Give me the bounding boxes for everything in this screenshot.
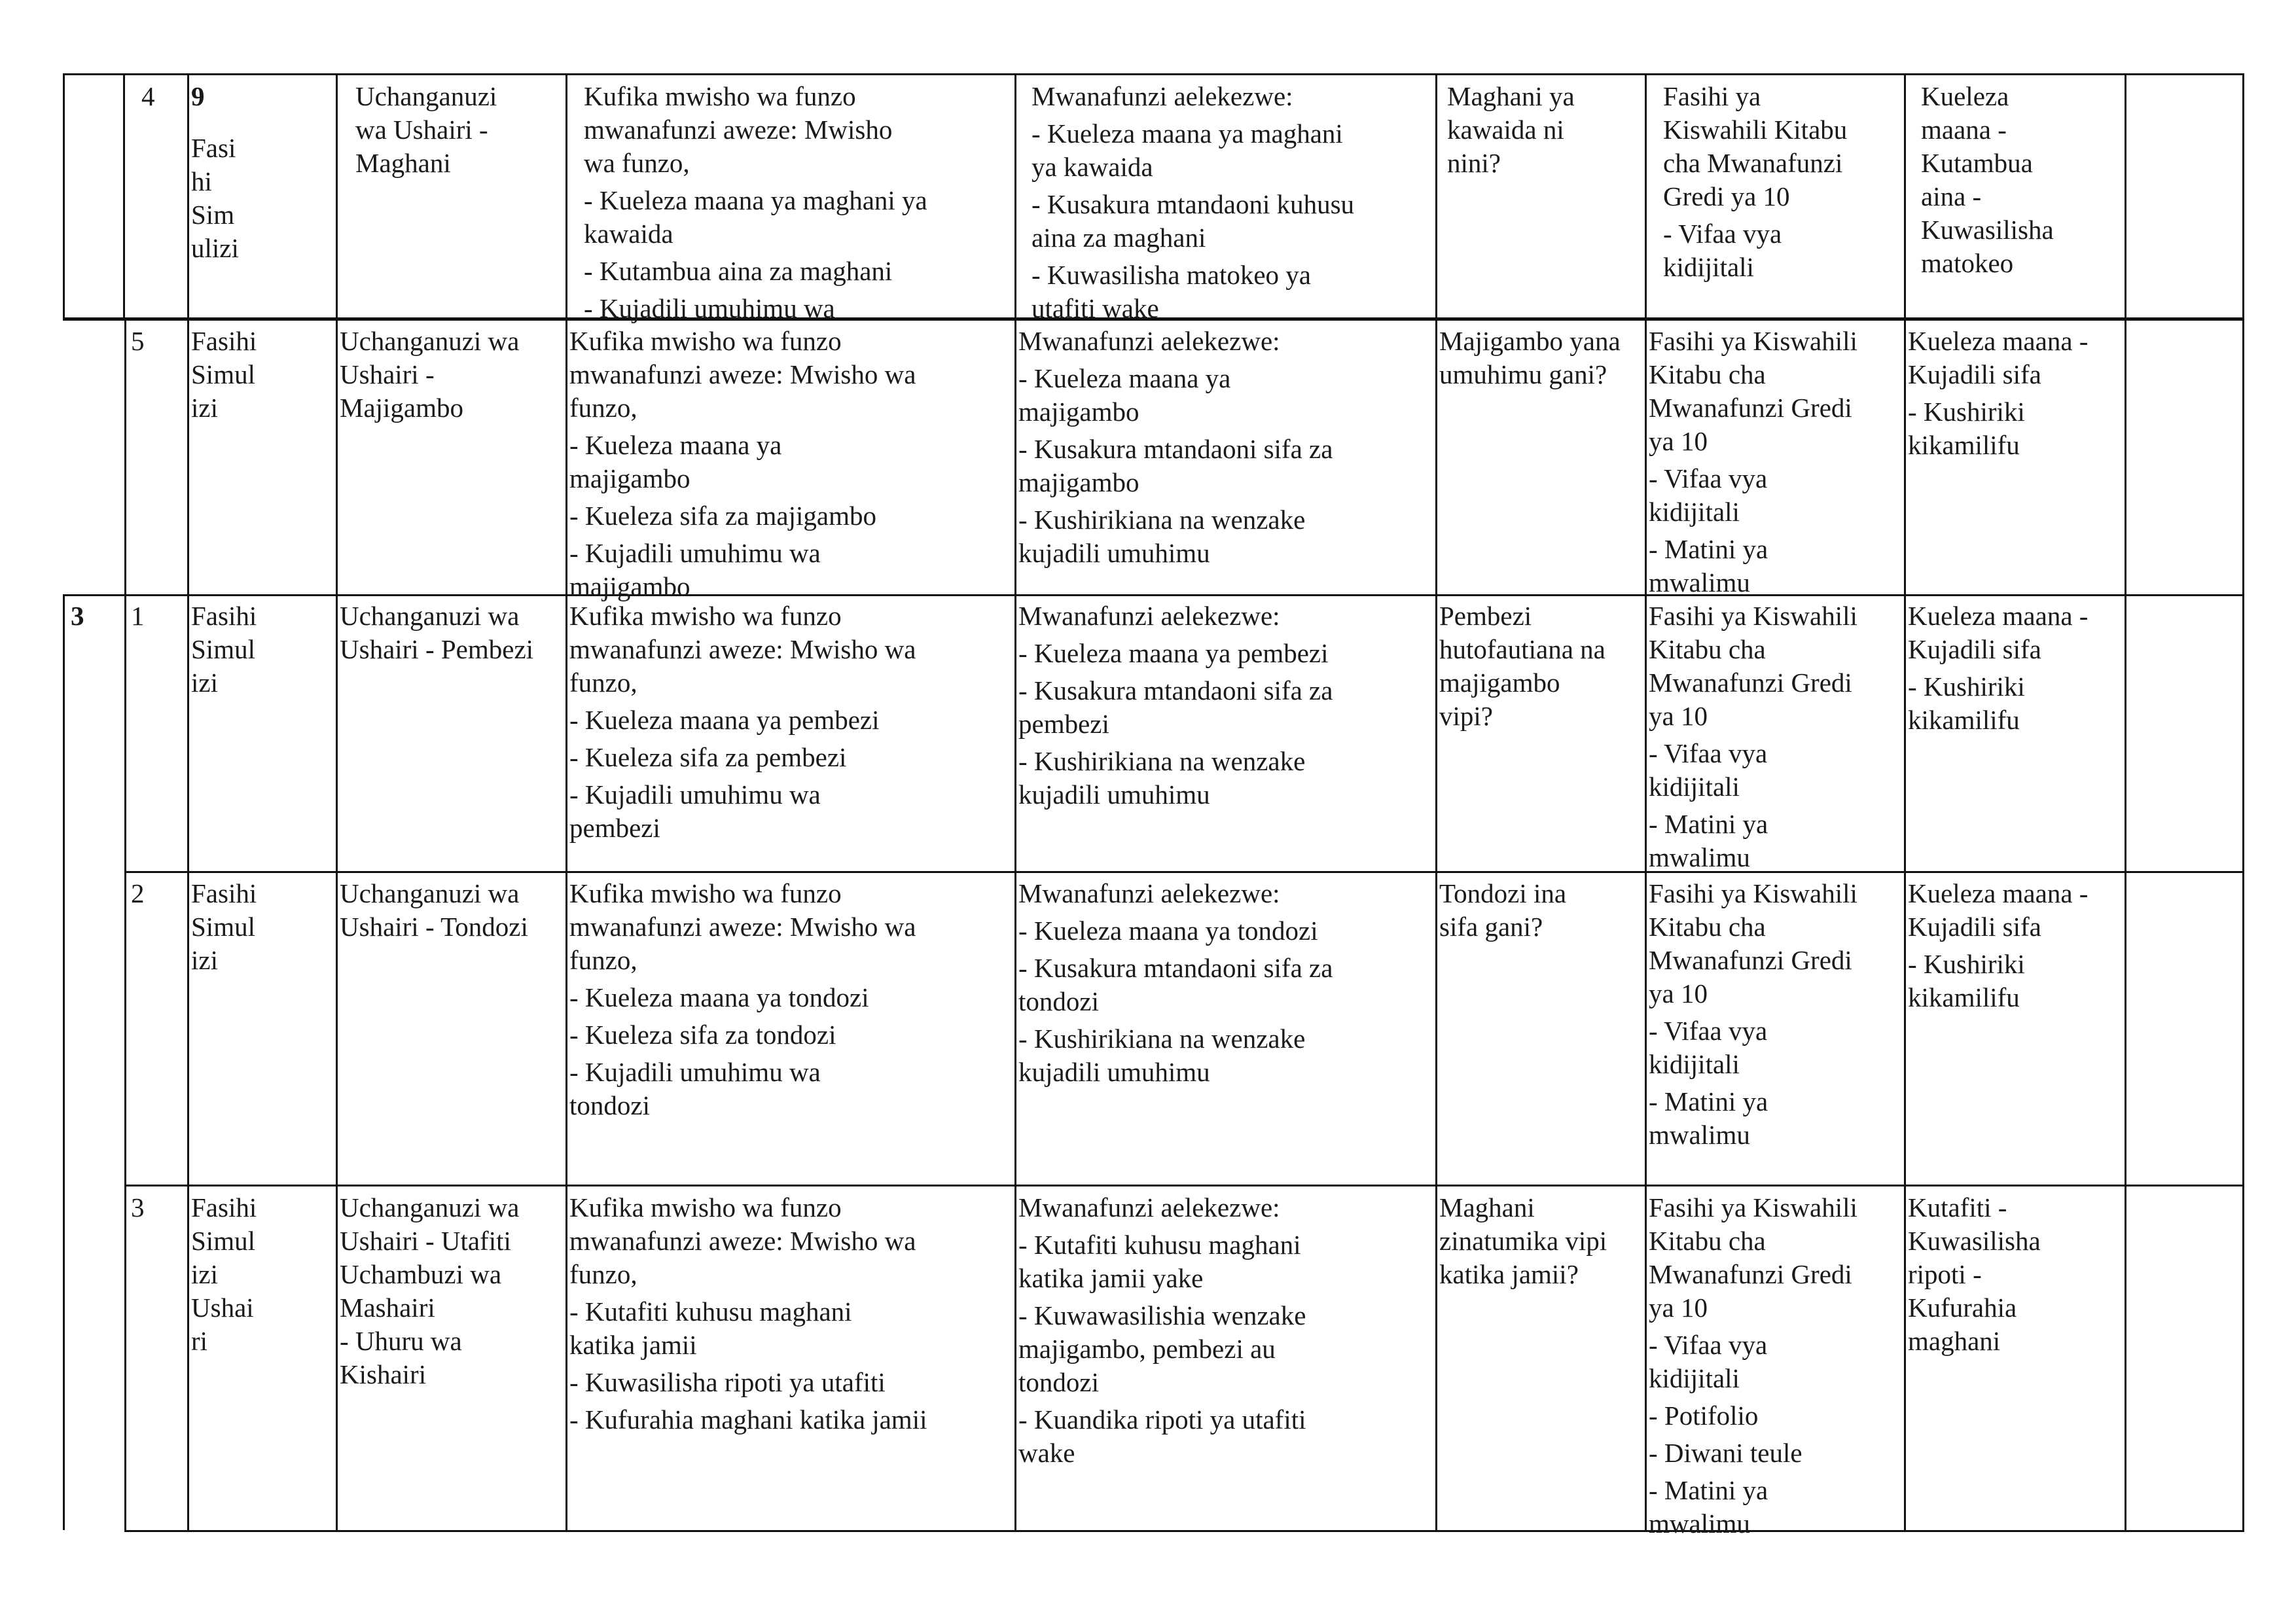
experiences-cell — [1018, 599, 1333, 812]
outcomes-cell — [569, 1191, 927, 1436]
experiences-cell — [1018, 877, 1333, 1089]
resources-line: Fasihi ya Kiswahili — [1649, 601, 1857, 631]
strand-cell — [191, 1191, 257, 1358]
experiences-line: - Kusakura mtandaoni sifa za — [1018, 434, 1333, 464]
col-rule — [123, 73, 125, 319]
substrand-line: Ushairi - — [340, 359, 435, 389]
substrand-cell — [355, 80, 497, 180]
experiences-line: - Kueleza maana ya — [1018, 363, 1231, 393]
resources-line: Kiswahili Kitabu — [1663, 115, 1848, 145]
assessment-line: - Kushiriki — [1908, 671, 2025, 702]
substrand-line: Uchanganuzi wa — [340, 1192, 520, 1222]
table-top-rule — [63, 73, 2244, 75]
lesson-value: 1 — [131, 601, 145, 631]
resources-line: kidijitali — [1649, 1363, 1740, 1393]
strand-line: Simul — [191, 912, 255, 942]
question-cell — [1439, 877, 1566, 944]
substrand-line: Ushairi - Tondozi — [340, 912, 528, 942]
outcomes-line: mwanafunzi aweze: Mwisho — [584, 115, 893, 145]
resources-line: ya 10 — [1649, 1293, 1708, 1323]
resources-cell — [1663, 80, 1847, 284]
experiences-line: Mwanafunzi aelekezwe: — [1018, 326, 1280, 356]
substrand-line: Ushairi - Pembezi — [340, 634, 534, 664]
lesson-value: 5 — [131, 326, 145, 356]
question-line: zinatumika vipi — [1439, 1226, 1607, 1256]
strand-line: izi — [191, 1259, 218, 1289]
outcomes-line: - Kueleza sifa za tondozi — [569, 1020, 836, 1050]
experiences-line: - Kuwasilisha matokeo ya — [1031, 260, 1311, 290]
assessment-line: Kueleza maana - — [1908, 326, 2089, 356]
assessment-line: kikamilifu — [1908, 705, 2020, 735]
assessment-line: Kujadili sifa — [1908, 634, 2041, 664]
lesson-cell — [131, 877, 145, 910]
lesson-value: 2 — [131, 878, 145, 908]
substrand-line: Ushairi - Utafiti — [340, 1226, 511, 1256]
row-divider — [124, 871, 2244, 873]
outcomes-line: mwanafunzi aweze: Mwisho wa — [569, 359, 916, 389]
strand-line: izi — [191, 668, 218, 698]
strand-line: Simul — [191, 1226, 255, 1256]
substrand-line: Mashairi — [340, 1293, 435, 1323]
outcomes-line: - Kujadili umuhimu wa — [584, 293, 835, 323]
outcomes-line: - Kuwasilisha ripoti ya utafiti — [569, 1367, 886, 1397]
assessment-line: maana - — [1921, 115, 2007, 145]
resources-line: - Matini ya — [1649, 1086, 1768, 1116]
strand-line: Ushai — [191, 1293, 254, 1323]
assessment-line: Kutafiti - — [1908, 1192, 2007, 1222]
question-cell — [1447, 80, 1575, 180]
outcomes-line: tondozi — [569, 1090, 650, 1120]
outcomes-cell — [584, 80, 927, 325]
resources-line: - Vifaa vya — [1663, 219, 1782, 249]
strand-line: ulizi — [191, 233, 239, 263]
table-bottom-rule — [124, 1530, 2244, 1532]
strand-line: hi — [191, 166, 212, 196]
substrand-line: Maghani — [355, 148, 451, 178]
resources-line: Mwanafunzi Gredi — [1649, 668, 1852, 698]
question-line: nini? — [1447, 148, 1501, 178]
experiences-line: - Kusakura mtandaoni kuhusu — [1031, 189, 1355, 219]
lesson-cell — [141, 80, 155, 113]
strand-cell — [191, 877, 257, 977]
week-col-left-rule — [63, 73, 65, 319]
lesson-cell — [131, 1191, 145, 1224]
experiences-cell — [1018, 325, 1333, 570]
question-line: Tondozi ina — [1439, 878, 1567, 908]
outcomes-line: - Kutafiti kuhusu maghani — [569, 1296, 852, 1327]
resources-line: Gredi ya 10 — [1663, 181, 1790, 211]
outcomes-line: - Kueleza maana ya pembezi — [569, 705, 880, 735]
strand-cell — [191, 599, 257, 700]
outcomes-line: - Kueleza maana ya — [569, 430, 782, 460]
resources-line: kidijitali — [1649, 772, 1740, 802]
resources-line: Kitabu cha — [1649, 1226, 1766, 1256]
table-right-rule — [2242, 73, 2244, 1532]
experiences-cell — [1018, 1191, 1306, 1470]
substrand-cell — [340, 877, 528, 944]
substrand-line: Uchanganuzi wa — [340, 601, 520, 631]
question-line: Majigambo yana — [1439, 326, 1621, 356]
experiences-line: utafiti wake — [1031, 293, 1159, 323]
assessment-line: kikamilifu — [1908, 982, 2020, 1012]
outcomes-line: Kufika mwisho wa funzo — [569, 1192, 842, 1222]
col-rule — [1904, 73, 1906, 1532]
outcomes-line: majigambo — [569, 571, 691, 601]
assessment-line: maghani — [1908, 1326, 2001, 1356]
col-rule — [565, 73, 567, 1532]
substrand-line: Uchanganuzi wa — [340, 326, 520, 356]
outcomes-line: Kufika mwisho wa funzo — [569, 326, 842, 356]
outcomes-line: - Kujadili umuhimu wa — [569, 538, 821, 568]
outcomes-line: mwanafunzi aweze: Mwisho wa — [569, 912, 916, 942]
experiences-line: - Kuandika ripoti ya utafiti — [1018, 1404, 1306, 1435]
resources-cell — [1649, 599, 1857, 874]
assessment-line: aina - — [1921, 181, 1982, 211]
question-line: hutofautiana na — [1439, 634, 1605, 664]
substrand-line: Majigambo — [340, 393, 464, 423]
resources-line: Mwanafunzi Gredi — [1649, 393, 1852, 423]
col-rule — [187, 73, 189, 1532]
resources-line: - Matini ya — [1649, 809, 1768, 839]
assessment-cell — [1921, 80, 2054, 280]
outcomes-line: - Kueleza sifa za majigambo — [569, 501, 876, 531]
resources-line: ya 10 — [1649, 426, 1708, 456]
strand-line: Fasihi — [191, 601, 257, 631]
resources-line: Fasihi ya Kiswahili — [1649, 326, 1857, 356]
question-line: vipi? — [1439, 701, 1493, 731]
substrand-cell — [340, 325, 519, 425]
assessment-cell — [1908, 599, 2088, 737]
outcomes-line: - Kujadili umuhimu wa — [569, 1057, 821, 1087]
experiences-line: kujadili umuhimu — [1018, 779, 1210, 810]
outcomes-line: - Kujadili umuhimu wa — [569, 779, 821, 810]
assessment-line: Kuwasilisha — [1921, 215, 2054, 245]
experiences-line: kujadili umuhimu — [1018, 538, 1210, 568]
substrand-line: Kishairi — [340, 1359, 427, 1389]
assessment-line: Kujadili sifa — [1908, 912, 2041, 942]
strand-line: izi — [191, 393, 218, 423]
strand-line: Sim — [191, 200, 235, 230]
experiences-line: pembezi — [1018, 709, 1109, 739]
col-rule — [124, 319, 126, 1532]
assessment-line: Kuwasilisha — [1908, 1226, 2041, 1256]
row-divider — [124, 1185, 2244, 1186]
resources-line: Mwanafunzi Gredi — [1649, 945, 1852, 975]
week-cell — [71, 599, 84, 633]
row-divider — [63, 594, 2244, 596]
strand-number: 9 — [191, 81, 205, 111]
resources-line: - Vifaa vya — [1649, 463, 1768, 493]
assessment-line: Kueleza maana - — [1908, 878, 2089, 908]
assessment-line: Kueleza maana - — [1908, 601, 2089, 631]
resources-line: - Diwani teule — [1649, 1438, 1803, 1468]
experiences-line: - Kuwawasilishia wenzake — [1018, 1300, 1306, 1330]
outcomes-line: funzo, — [569, 668, 637, 698]
resources-line: Kitabu cha — [1649, 359, 1766, 389]
experiences-line: majigambo — [1018, 397, 1139, 427]
outcomes-line: funzo, — [569, 1259, 637, 1289]
resources-line: Kitabu cha — [1649, 634, 1766, 664]
outcomes-line: wa funzo, — [584, 148, 690, 178]
strand-line: Fasihi — [191, 878, 257, 908]
outcomes-line: majigambo — [569, 463, 691, 493]
resources-line: ya 10 — [1649, 978, 1708, 1008]
experiences-line: tondozi — [1018, 986, 1099, 1016]
question-cell — [1439, 599, 1605, 733]
experiences-line: - Kushirikiana na wenzake — [1018, 505, 1306, 535]
experiences-line: wake — [1018, 1438, 1075, 1468]
resources-cell — [1649, 1191, 1857, 1541]
lesson-value: 3 — [131, 1192, 145, 1222]
experiences-line: majigambo, pembezi au — [1018, 1334, 1276, 1364]
strand-line: Fasihi — [191, 326, 257, 356]
outcomes-line: Kufika mwisho wa funzo — [584, 81, 856, 111]
question-line: umuhimu gani? — [1439, 359, 1607, 389]
substrand-line: Uchanganuzi — [355, 81, 497, 111]
col-rule — [1645, 73, 1647, 1532]
resources-line: - Vifaa vya — [1649, 738, 1768, 768]
col-rule — [1435, 73, 1437, 1532]
resources-line: - Potifolio — [1649, 1400, 1759, 1431]
question-line: katika jamii? — [1439, 1259, 1579, 1289]
resources-line: - Vifaa vya — [1649, 1016, 1768, 1046]
strand-line: Fasihi — [191, 1192, 257, 1222]
experiences-line: kujadili umuhimu — [1018, 1057, 1210, 1087]
week-col-left-rule — [63, 594, 65, 1530]
assessment-cell — [1908, 325, 2088, 462]
col-rule — [336, 73, 338, 1532]
outcomes-line: - Kueleza sifa za pembezi — [569, 742, 847, 772]
outcomes-line: funzo, — [569, 393, 637, 423]
experiences-line: Mwanafunzi aelekezwe: — [1018, 1192, 1280, 1222]
outcomes-line: kawaida — [584, 219, 673, 249]
resources-line: Fasihi ya — [1663, 81, 1761, 111]
assessment-cell — [1908, 1191, 2041, 1358]
assessment-line: Kueleza — [1921, 81, 2009, 111]
substrand-line: - Uhuru wa — [340, 1326, 462, 1356]
outcomes-line: - Kutambua aina za maghani — [584, 256, 893, 286]
lesson-cell — [131, 325, 145, 358]
experiences-line: tondozi — [1018, 1367, 1099, 1397]
resources-line: - Vifaa vya — [1649, 1330, 1768, 1360]
outcomes-line: funzo, — [569, 945, 637, 975]
outcomes-cell — [569, 325, 916, 603]
question-line: Pembezi — [1439, 601, 1532, 631]
strand-line: ri — [191, 1326, 208, 1356]
outcomes-line: Kufika mwisho wa funzo — [569, 601, 842, 631]
question-line: Maghani — [1439, 1192, 1535, 1222]
resources-line: Kitabu cha — [1649, 912, 1766, 942]
experiences-line: Mwanafunzi aelekezwe: — [1031, 81, 1293, 111]
substrand-cell — [340, 1191, 519, 1391]
assessment-line: Kutambua — [1921, 148, 2033, 178]
lesson-value: 4 — [141, 81, 155, 111]
resources-line: Mwanafunzi Gredi — [1649, 1259, 1852, 1289]
substrand-cell — [340, 599, 533, 666]
experiences-line: Mwanafunzi aelekezwe: — [1018, 601, 1280, 631]
outcomes-line: - Kufurahia maghani katika jamii — [569, 1404, 927, 1435]
assessment-line: - Kushiriki — [1908, 949, 2025, 979]
resources-line: - Matini ya — [1649, 534, 1768, 564]
outcomes-line: katika jamii — [569, 1330, 697, 1360]
resources-line: ya 10 — [1649, 701, 1708, 731]
question-line: sifa gani? — [1439, 912, 1543, 942]
experiences-line: - Kusakura mtandaoni sifa za — [1018, 675, 1333, 705]
substrand-line: Uchanganuzi wa — [340, 878, 520, 908]
resources-line: mwalimu — [1649, 842, 1750, 872]
assessment-line: Kujadili sifa — [1908, 359, 2041, 389]
strand-cell — [191, 325, 257, 425]
assessment-line: Kufurahia — [1908, 1293, 2017, 1323]
substrand-line: wa Ushairi - — [355, 115, 488, 145]
experiences-line: majigambo — [1018, 467, 1139, 497]
question-cell — [1439, 325, 1621, 391]
resources-line: Fasihi ya Kiswahili — [1649, 878, 1857, 908]
experiences-cell — [1031, 80, 1354, 325]
resources-line: mwalimu — [1649, 1508, 1750, 1539]
outcomes-line: mwanafunzi aweze: Mwisho wa — [569, 1226, 916, 1256]
question-line: majigambo — [1439, 668, 1560, 698]
experiences-line: ya kawaida — [1031, 152, 1153, 182]
outcomes-line: Kufika mwisho wa funzo — [569, 878, 842, 908]
col-rule — [1014, 73, 1016, 1532]
strand-cell — [191, 80, 239, 265]
experiences-line: - Kusakura mtandaoni sifa za — [1018, 953, 1333, 983]
assessment-line: matokeo — [1921, 248, 2014, 278]
assessment-line: ripoti - — [1908, 1259, 1982, 1289]
question-cell — [1439, 1191, 1607, 1291]
assessment-line: kikamilifu — [1908, 430, 2020, 460]
resources-line: kidijitali — [1649, 1049, 1740, 1079]
experiences-line: - Kueleza maana ya tondozi — [1018, 916, 1318, 946]
experiences-line: Mwanafunzi aelekezwe: — [1018, 878, 1280, 908]
resources-line: mwalimu — [1649, 1120, 1750, 1150]
week-value: 3 — [71, 601, 84, 631]
strand-line: Fasi — [191, 133, 236, 163]
question-line: kawaida ni — [1447, 115, 1564, 145]
assessment-line: - Kushiriki — [1908, 397, 2025, 427]
experiences-line: - Kueleza maana ya maghani — [1031, 118, 1343, 149]
experiences-line: aina za maghani — [1031, 223, 1206, 253]
experiences-line: katika jamii yake — [1018, 1263, 1204, 1293]
outcomes-cell — [569, 877, 916, 1122]
strand-line: izi — [191, 945, 218, 975]
resources-cell — [1649, 877, 1857, 1152]
outcomes-line: - Kueleza maana ya maghani ya — [584, 185, 927, 215]
outcomes-line: pembezi — [569, 813, 660, 843]
experiences-line: - Kushirikiana na wenzake — [1018, 1024, 1306, 1054]
lesson-cell — [131, 599, 145, 633]
outcomes-line: mwanafunzi aweze: Mwisho wa — [569, 634, 916, 664]
assessment-cell — [1908, 877, 2088, 1014]
experiences-line: - Kueleza maana ya pembezi — [1018, 638, 1329, 668]
resources-cell — [1649, 325, 1857, 599]
resources-line: kidijitali — [1649, 497, 1740, 527]
resources-line: - Matini ya — [1649, 1475, 1768, 1505]
experiences-line: - Kutafiti kuhusu maghani — [1018, 1230, 1301, 1260]
col-rule — [2125, 73, 2126, 1532]
substrand-line: Uchambuzi wa — [340, 1259, 502, 1289]
strand-line: Simul — [191, 634, 255, 664]
strand-line: Simul — [191, 359, 255, 389]
outcomes-cell — [569, 599, 916, 845]
experiences-line: - Kushirikiana na wenzake — [1018, 746, 1306, 776]
resources-line: cha Mwanafunzi — [1663, 148, 1843, 178]
resources-line: mwalimu — [1649, 567, 1750, 597]
outcomes-line: - Kueleza maana ya tondozi — [569, 982, 869, 1012]
resources-line: Fasihi ya Kiswahili — [1649, 1192, 1857, 1222]
question-line: Maghani ya — [1447, 81, 1575, 111]
resources-line: kidijitali — [1663, 252, 1754, 282]
